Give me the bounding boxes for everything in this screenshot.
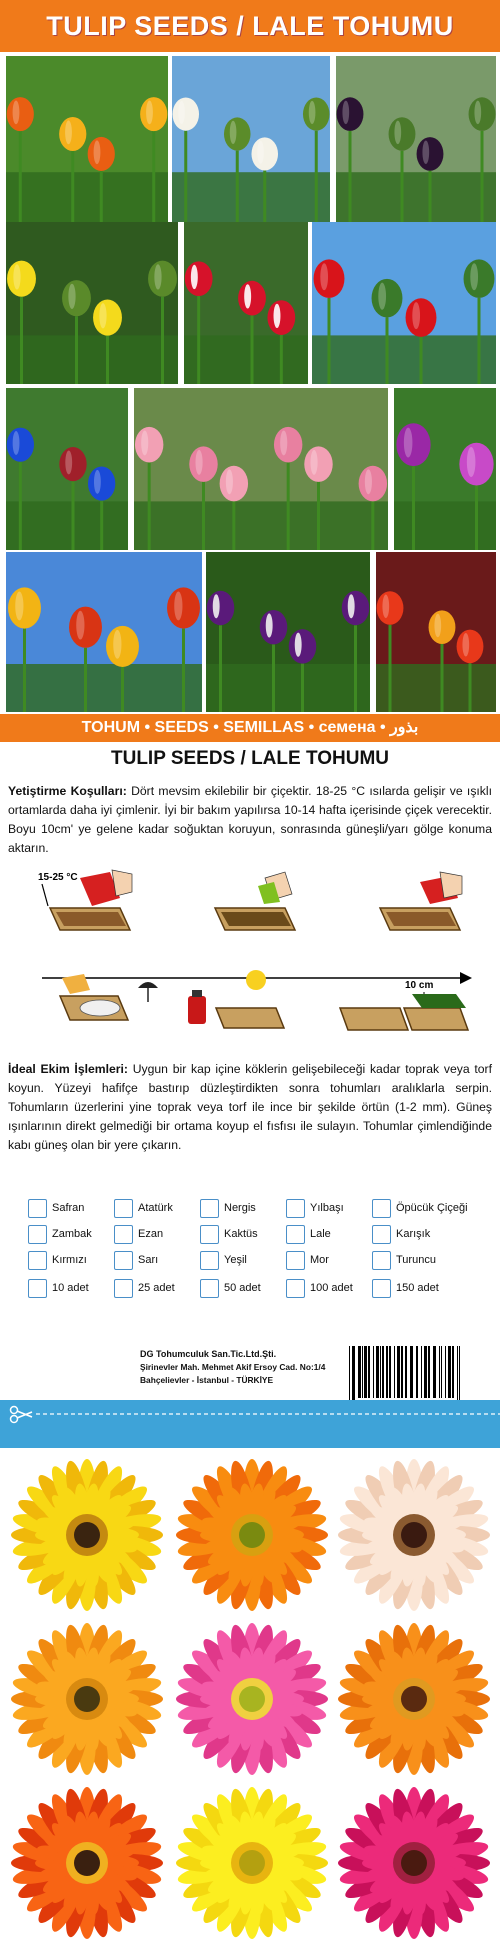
checklist-option[interactable] — [114, 1197, 198, 1219]
barcode-bar — [382, 1346, 384, 1398]
checkbox[interactable] — [28, 1251, 47, 1270]
pink-tulips-photo — [134, 388, 388, 550]
checkbox[interactable] — [286, 1251, 305, 1270]
barcode-bar — [358, 1346, 361, 1398]
checkbox[interactable] — [28, 1279, 47, 1298]
checklist-option[interactable] — [114, 1277, 198, 1299]
checkbox-label: Nergis — [224, 1202, 256, 1214]
checkbox[interactable] — [200, 1279, 219, 1298]
growing-label: Yetiştirme Koşulları: — [8, 784, 127, 798]
violet-tulips-photo — [394, 388, 496, 550]
checkbox-label: Kaktüs — [224, 1228, 258, 1240]
checklist-option[interactable] — [114, 1223, 198, 1245]
packet-title: TULIP SEEDS / LALE TOHUMU — [0, 0, 500, 52]
barcode-bar — [401, 1346, 403, 1398]
barcode-bar — [459, 1346, 460, 1404]
checklist-option[interactable] — [200, 1223, 284, 1245]
barcode-bar — [416, 1346, 418, 1398]
checkbox-label: Ezan — [138, 1228, 164, 1240]
checkbox[interactable] — [372, 1279, 391, 1298]
checkbox[interactable] — [200, 1251, 219, 1270]
company-name: DG Tohumculuk San.Tic.Ltd.Şti. — [140, 1349, 277, 1359]
sowing-instructions — [8, 1060, 492, 1155]
checklist-option[interactable] — [372, 1197, 468, 1219]
barcode-bar — [380, 1346, 381, 1398]
barcode-bar — [441, 1346, 442, 1398]
checkbox[interactable] — [286, 1225, 305, 1244]
barcode-bar — [424, 1346, 427, 1398]
barcode-bar — [386, 1346, 388, 1398]
checkbox[interactable] — [200, 1225, 219, 1244]
barcode-bar — [373, 1346, 374, 1398]
checklist-option[interactable] — [372, 1277, 456, 1299]
checkbox-label: 25 adet — [138, 1282, 175, 1294]
barcode-bar — [433, 1346, 436, 1398]
checklist-option[interactable] — [286, 1223, 370, 1245]
blue-tulip-photo — [6, 388, 128, 550]
checkbox-label: Mor — [310, 1254, 329, 1266]
magenta-gerbera-flower — [335, 1784, 493, 1942]
barcode-bar — [452, 1346, 454, 1398]
checkbox-label: Turuncu — [396, 1254, 436, 1266]
orange-tulip-photo — [6, 56, 168, 222]
sowing-steps-illustration — [20, 868, 490, 1054]
seedling-step — [340, 980, 468, 1030]
checklist-option[interactable] — [200, 1249, 284, 1271]
cut-band — [0, 1400, 500, 1448]
checkbox-label: 50 adet — [224, 1282, 261, 1294]
tray-step-3 — [380, 872, 462, 930]
barcode-bar — [428, 1346, 430, 1398]
checkbox-label: 10 adet — [52, 1282, 89, 1294]
checkbox-label: Kırmızı — [52, 1254, 87, 1266]
red-tulip-field-photo — [312, 222, 496, 384]
language-bar: TOHUM • SEEDS • SEMILLAS • семена • بذور — [0, 714, 500, 742]
growing-conditions — [8, 782, 492, 858]
variety-checklist — [28, 1197, 478, 1319]
checklist-option[interactable] — [372, 1223, 456, 1245]
yellow-tulips-photo — [6, 222, 178, 384]
barcode-bar — [410, 1346, 413, 1398]
checklist-option[interactable] — [286, 1277, 370, 1299]
checklist-option[interactable] — [286, 1197, 370, 1219]
deep-orange-gerbera-flower — [335, 1620, 493, 1778]
orange-gerbera-flower — [173, 1456, 331, 1614]
bright-yellow-gerbera-flower — [173, 1784, 331, 1942]
light-orange-gerbera-flower — [8, 1620, 166, 1778]
barcode-bar — [421, 1346, 422, 1398]
growing-text: Dört mevsim ekilebilir bir çiçektir. 18-25 °C ısılarda gelişir ve ışıklı ortamlarda daha iyi çimlenir. İyi bir bakım yapılırsa 10-14 hafta içerisinde çiçek verecektir. Boyu 10cm' ye gelene kadar soğuktan koruyun, sonrasında güneşli/yarı gölge konuma aktarın. — [8, 784, 492, 855]
checkbox[interactable] — [286, 1199, 305, 1218]
barcode-bar — [397, 1346, 400, 1398]
white-tulips-photo — [172, 56, 330, 222]
barcode-bar — [349, 1346, 350, 1404]
red-orange-tulip-photo — [376, 552, 496, 712]
pink-gerbera-flower — [173, 1620, 331, 1778]
checkbox-label: Öpücük Çiçeği — [396, 1202, 468, 1214]
checkbox-label: Lale — [310, 1228, 331, 1240]
barcode-bar — [376, 1346, 379, 1398]
yellow-gerbera-flower — [8, 1456, 166, 1614]
checklist-option[interactable] — [28, 1197, 112, 1219]
barcode-bar — [362, 1346, 363, 1398]
checklist-option[interactable] — [200, 1277, 284, 1299]
checklist-option[interactable] — [200, 1197, 284, 1219]
checkbox[interactable] — [286, 1279, 305, 1298]
barcode-bar — [439, 1346, 440, 1398]
tray-step-2 — [215, 872, 295, 930]
purple-tulip-photo — [336, 56, 496, 222]
barcode-bar — [457, 1346, 458, 1404]
checkbox[interactable] — [372, 1225, 391, 1244]
barcode-bar — [389, 1346, 391, 1398]
checkbox[interactable] — [114, 1251, 133, 1270]
checklist-option[interactable] — [28, 1223, 112, 1245]
checkbox-label: Safran — [52, 1202, 85, 1214]
watering-step — [60, 974, 158, 1020]
checkbox[interactable] — [372, 1251, 391, 1270]
checkbox-label: Sarı — [138, 1254, 159, 1266]
red-white-tulip-photo — [184, 222, 308, 384]
checkbox[interactable] — [200, 1199, 219, 1218]
checklist-option[interactable] — [28, 1277, 112, 1299]
checklist-option[interactable] — [114, 1249, 198, 1271]
company-address-2: Bahçelievler - İstanbul - TÜRKİYE — [140, 1375, 274, 1385]
checkbox[interactable] — [114, 1199, 133, 1218]
checkbox-label: Zambak — [52, 1228, 92, 1240]
barcode-bar — [352, 1346, 355, 1404]
checklist-option[interactable] — [372, 1249, 456, 1271]
cream-gerbera-flower — [335, 1456, 493, 1614]
checkbox-label: 150 adet — [396, 1282, 439, 1294]
checkbox[interactable] — [114, 1279, 133, 1298]
barcode — [345, 1346, 493, 1404]
barcode-bar — [445, 1346, 446, 1398]
company-info — [140, 1348, 340, 1387]
temperature-label: 15-25 °C — [38, 872, 78, 883]
checklist-option[interactable] — [28, 1249, 112, 1271]
barcode-bar — [364, 1346, 367, 1398]
sowing-label: İdeal Ekim İşlemleri: — [8, 1062, 128, 1076]
checkbox[interactable] — [372, 1199, 391, 1218]
checkbox[interactable] — [28, 1199, 47, 1218]
checkbox-label: Karışık — [396, 1228, 431, 1240]
checkbox-label: Yılbaşı — [310, 1202, 344, 1214]
height-label: 10 cm — [405, 980, 434, 991]
barcode-bar — [394, 1346, 395, 1398]
sowing-text: Uygun bir kap içine köklerin gelişebileceği kadar toprak veya torf koyun. Yüzeyi hafifçe bastırıp düzleştirdikten sonra tohumları aralıklarla serpin. Tohumların üzerlerini yine toprak veya torf ile ince bir şekilde örtün (1-2 mm). Güneş ışınlarının direkt gelmediği bir ortama koyup el fısfısı ile sulayın. Tohumlar çimlendiğinde kabı güneş olan bir yere çıkarın. — [8, 1062, 492, 1152]
barcode-bar — [448, 1346, 451, 1398]
checkbox-label: 100 adet — [310, 1282, 353, 1294]
barcode-bar — [368, 1346, 370, 1398]
barcode-bar — [405, 1346, 407, 1398]
yellow-red-tulips-photo — [6, 552, 202, 712]
red-orange-gerbera-flower — [8, 1784, 166, 1942]
checkbox[interactable] — [28, 1225, 47, 1244]
checkbox-label: Atatürk — [138, 1202, 173, 1214]
section-title: TULIP SEEDS / LALE TOHUMU — [111, 748, 389, 769]
purple-white-tulips-photo — [206, 552, 370, 712]
company-address-1: Şirinevler Mah. Mehmet Akif Ersoy Cad. No:1/4 — [140, 1362, 326, 1372]
checkbox-label: Yeşil — [224, 1254, 247, 1266]
checklist-option[interactable] — [286, 1249, 370, 1271]
checkbox[interactable] — [114, 1225, 133, 1244]
